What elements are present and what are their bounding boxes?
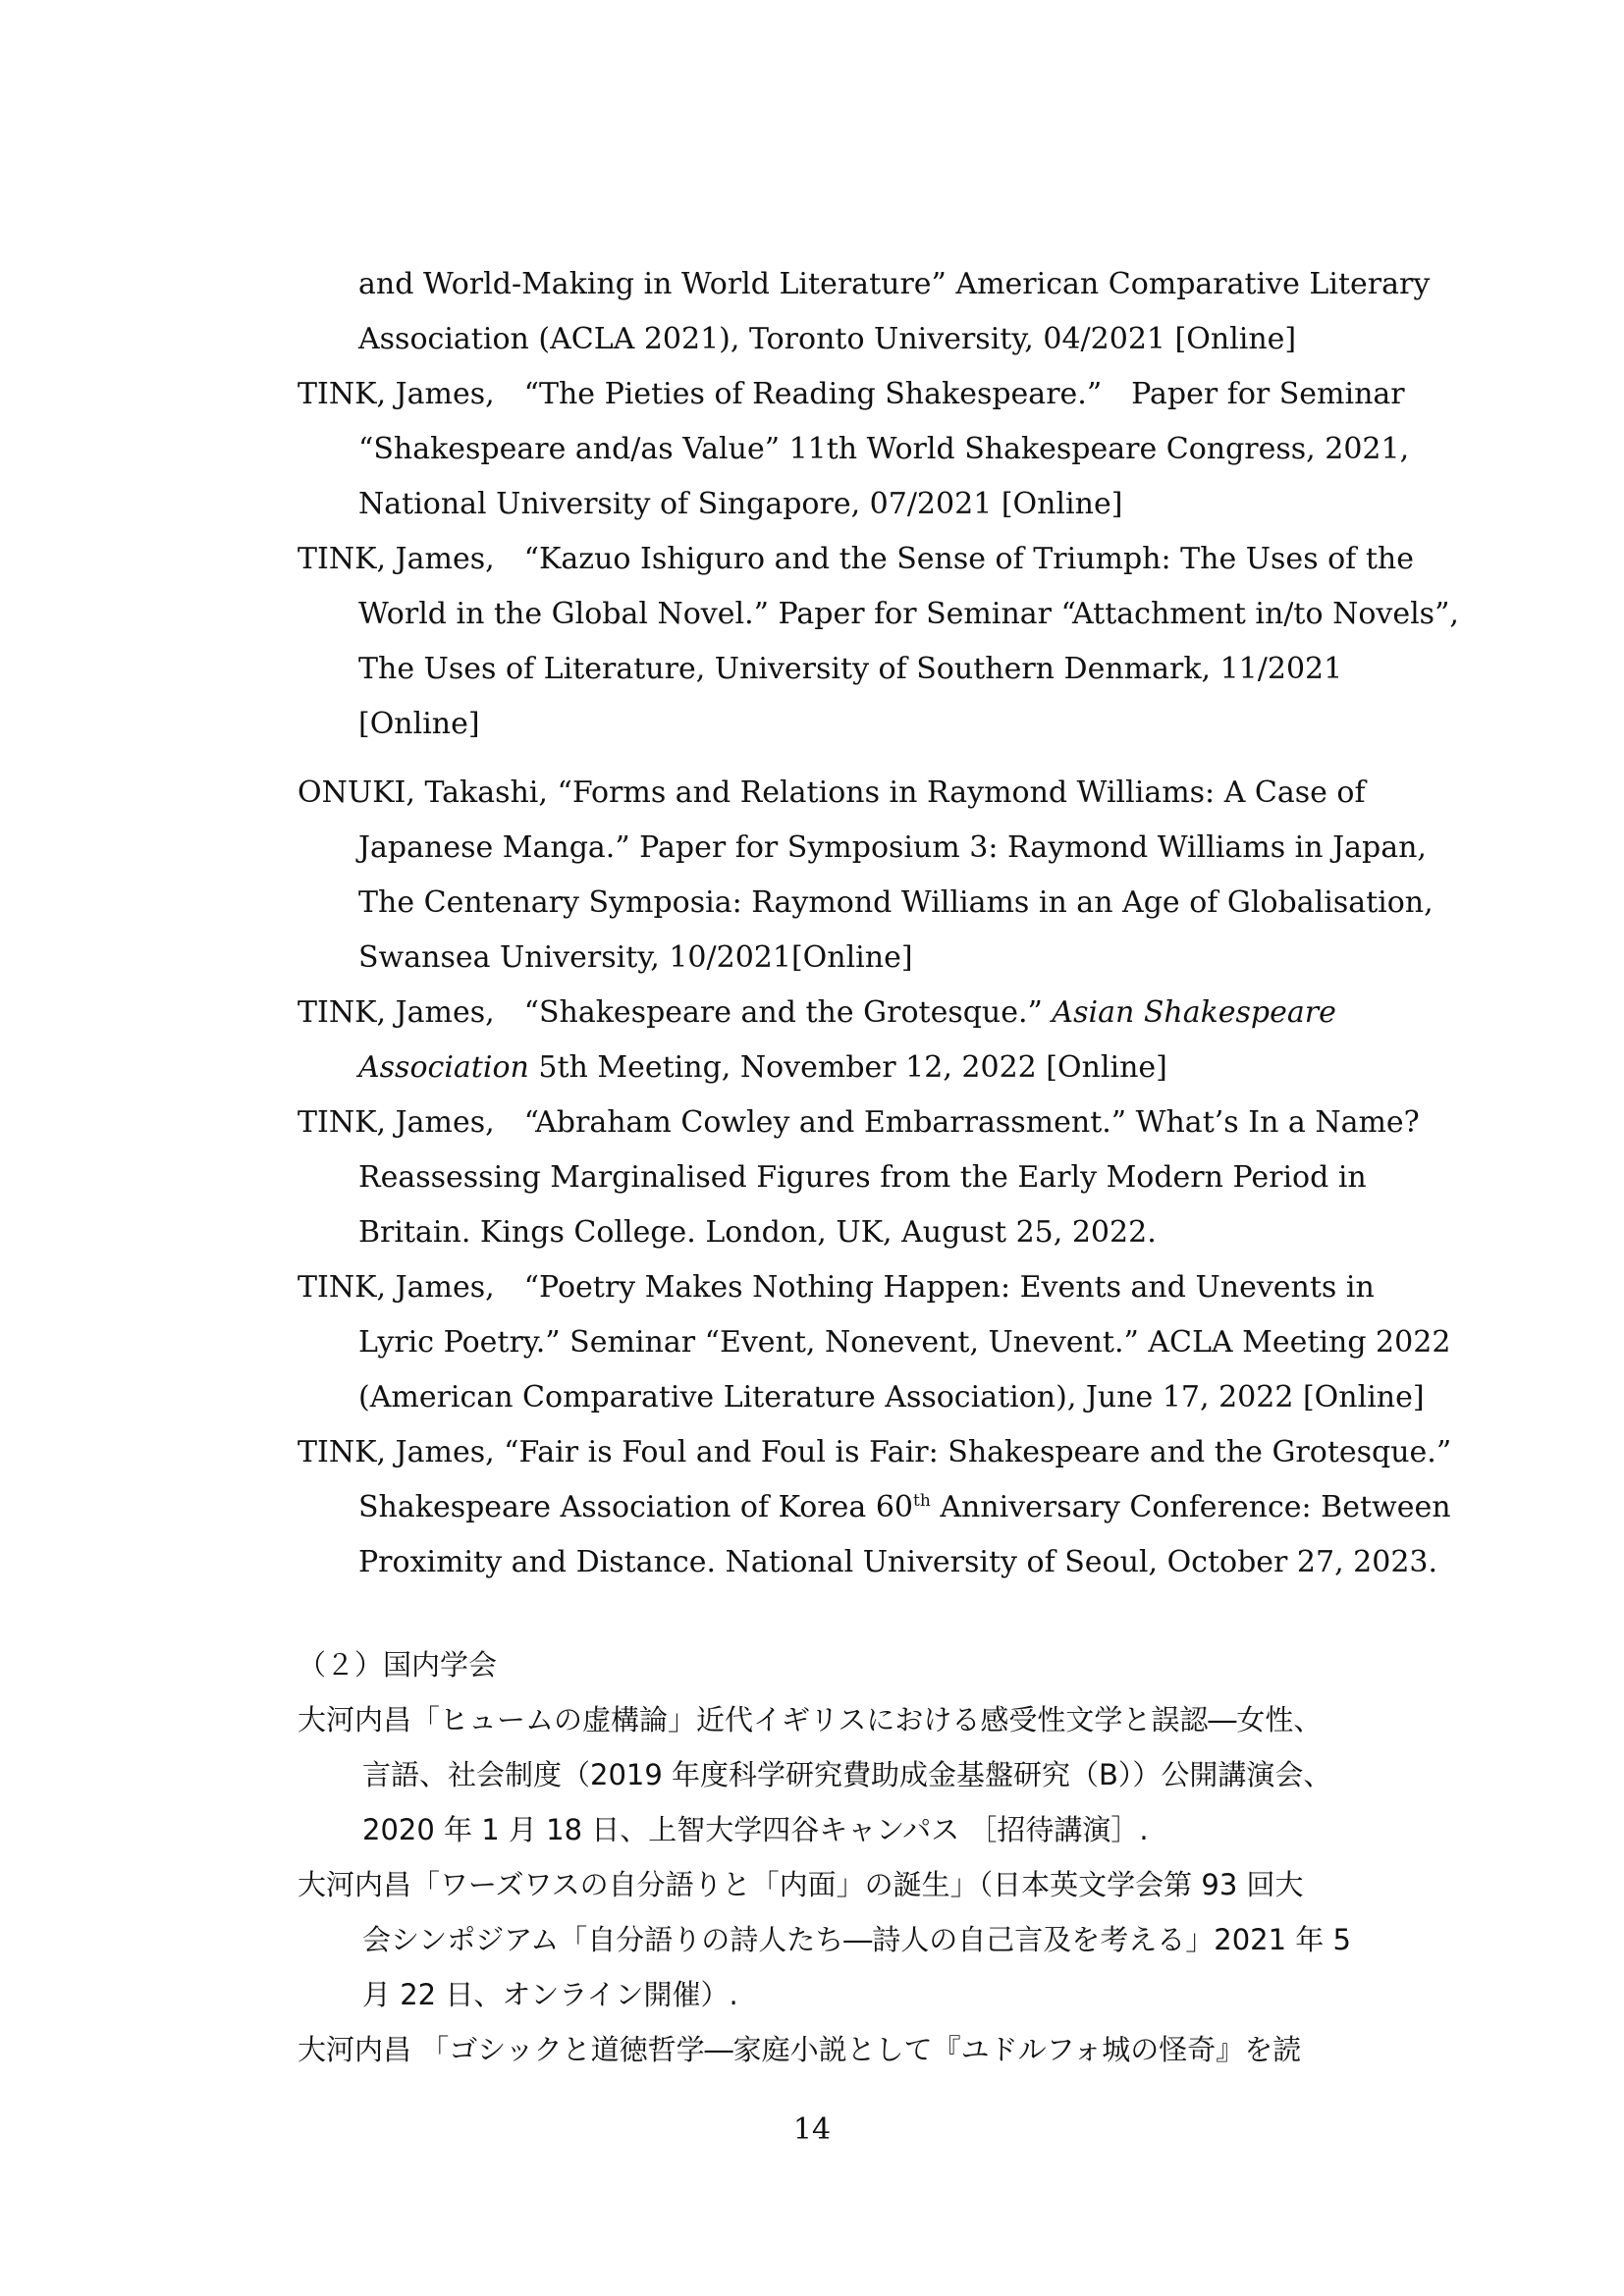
entry-text: Anniversary Conference: Between xyxy=(930,1490,1451,1524)
entry-line: TINK, James, “Abraham Cowley and Embarrassment.” What’s In a Name? xyxy=(298,1105,1420,1140)
entry-line: [Online] xyxy=(358,707,480,741)
entry-line: 月 22 日、オンライン開催）. xyxy=(362,1978,738,2011)
entry-text: Shakespeare Association of Korea 60 xyxy=(358,1490,913,1524)
entry-line: (American Comparative Literature Association), June 17, 2022 [Online] xyxy=(358,1380,1425,1415)
entry-line: TINK, James, “Kazuo Ishiguro and the Sense of Triumph: The Uses of the xyxy=(298,542,1414,576)
entry-line: The Uses of Literature, University of Southern Denmark, 11/2021 xyxy=(358,652,1343,686)
entry-line: TINK, James, “The Pieties of Reading Shakespeare.” Paper for Seminar xyxy=(298,377,1405,411)
entry-line: TINK, James, “Poetry Makes Nothing Happen: Events and Unevents in xyxy=(298,1270,1375,1305)
reference-entry xyxy=(298,986,1387,1095)
continued-entry xyxy=(298,257,1431,367)
entry-line xyxy=(298,986,1387,1041)
entry-line: 大河内昌 「ゴシックと道徳哲学―家庭小説として『ユドルフォ城の怪奇』を読 xyxy=(298,2033,1302,2066)
reference-entry xyxy=(298,1425,1452,1590)
section-heading: （２）国内学会 xyxy=(298,1648,498,1682)
journal-title: Asian Shakespeare xyxy=(1052,995,1336,1030)
entry-line: ONUKI, Takashi, “Forms and Relations in Raymond Williams: A Case of xyxy=(298,775,1366,810)
entry-line: World in the Global Novel.” Paper for Seminar “Attachment in/to Novels”, xyxy=(358,597,1459,631)
journal-title: Association xyxy=(358,1050,529,1085)
ordinal-suffix: th xyxy=(913,1491,931,1511)
page-number: 14 xyxy=(792,2112,832,2147)
entry-line: 言語、社会制度（2019 年度科学研究費助成金基盤研究（B））公開講演会、 xyxy=(362,1758,1332,1791)
entry-line: TINK, James, “Fair is Foul and Foul is Fair: Shakespeare and the Grotesque.” xyxy=(298,1435,1452,1469)
entry-line: The Centenary Symposia: Raymond Williams in an Age of Globalisation, xyxy=(358,885,1434,920)
reference-entry xyxy=(298,1692,1387,1857)
entry-line: 2020 年 1 月 18 日、上智大学四谷キャンパス ［招待講演］. xyxy=(362,1813,1149,1846)
reference-entry xyxy=(298,766,1434,986)
entry-line: National University of Singapore, 07/2021 [Online] xyxy=(358,487,1123,521)
reference-entry xyxy=(298,1095,1420,1260)
entry-line: Association (ACLA 2021), Toronto University, 04/2021 [Online] xyxy=(358,322,1297,356)
entry-line: Britain. Kings College. London, UK, August 25, 2022. xyxy=(358,1215,1157,1250)
entry-text: 5th Meeting, November 12, 2022 [Online] xyxy=(528,1050,1167,1085)
reference-entry xyxy=(298,367,1410,532)
entry-line xyxy=(298,1041,1387,1095)
entry-line: 大河内昌「ヒュームの虚構論」近代イギリスにおける感受性文学と誤認―女性、 xyxy=(298,1703,1323,1736)
entry-line: Proximity and Distance. National University of Seoul, October 27, 2023. xyxy=(358,1545,1438,1579)
reference-entry xyxy=(298,1857,1387,2022)
reference-entry xyxy=(298,2022,1387,2077)
entry-line: and World-Making in World Literature” American Comparative Literary xyxy=(358,267,1431,301)
entry-line: Lyric Poetry.” Seminar “Event, Nonevent, Unevent.” ACLA Meeting 2022 xyxy=(358,1325,1451,1360)
entry-line: 会シンポジアム「自分語りの詩人たち―詩人の自己言及を考える」2021 年 5 xyxy=(362,1923,1351,1956)
entry-line: Japanese Manga.” Paper for Symposium 3: Raymond Williams in Japan, xyxy=(358,830,1427,865)
reference-entry xyxy=(298,1260,1451,1425)
entry-line: 大河内昌「ワーズワスの自分語りと「内面」の誕生」（日本英文学会第 93 回大 xyxy=(298,1868,1304,1901)
reference-entry xyxy=(298,532,1459,752)
entry-text: TINK, James, “Shakespeare and the Grotesque.” xyxy=(298,995,1053,1030)
entry-line: Reassessing Marginalised Figures from the Early Modern Period in xyxy=(358,1160,1367,1195)
entry-line: Swansea University, 10/2021[Online] xyxy=(358,940,913,975)
entry-line: “Shakespeare and/as Value” 11th World Shakespeare Congress, 2021, xyxy=(358,432,1410,466)
entry-line xyxy=(298,1480,1451,1535)
